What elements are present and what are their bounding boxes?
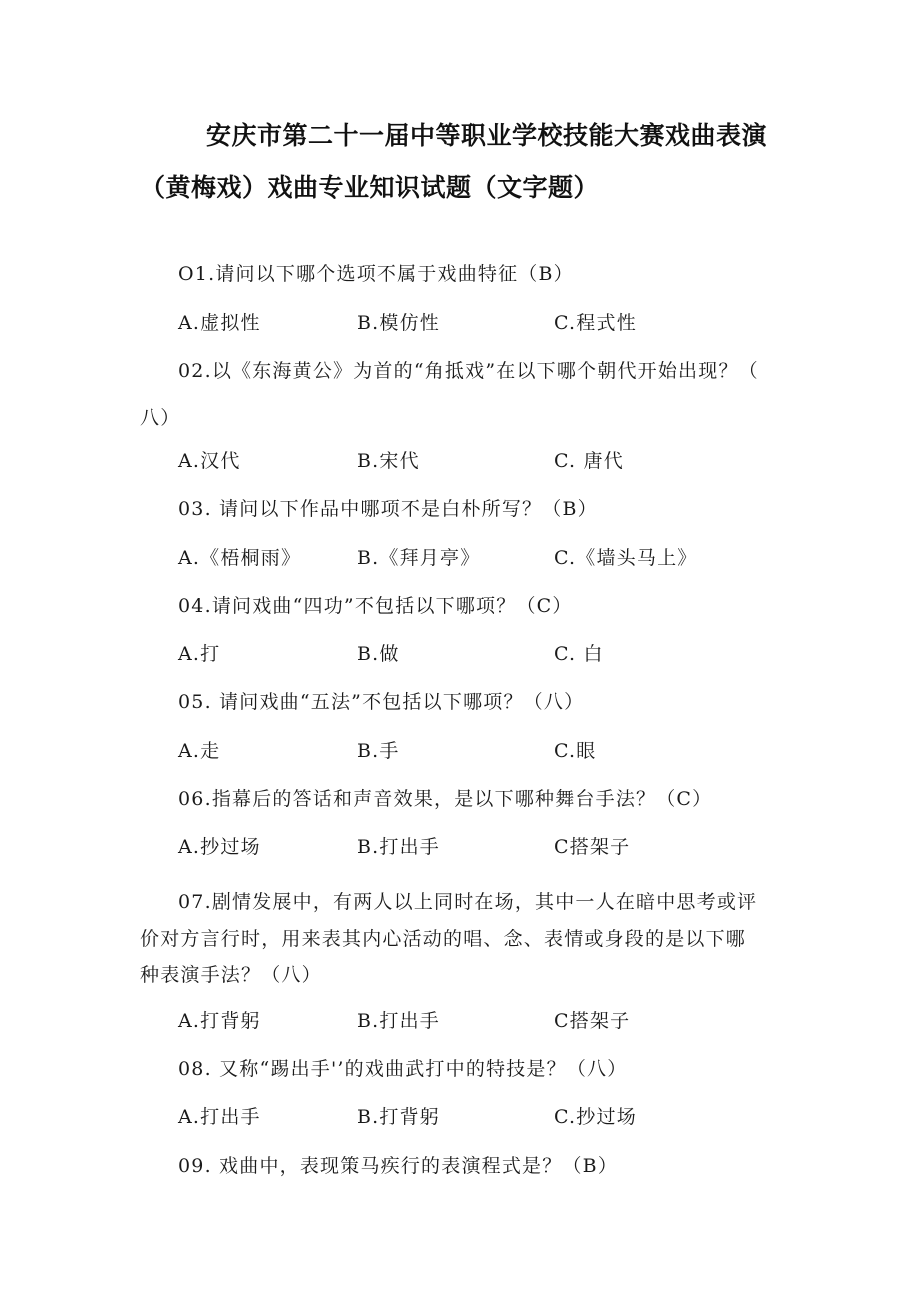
question-6-option-a: A.抄过场 <box>178 836 261 858</box>
question-7-continuation-1: 价对方言行时，用来表其内心活动的唱、念、表情或身段的是以下哪 <box>140 928 747 950</box>
question-5: 05. 请问戏曲“五法”不包括以下哪项？（八） <box>178 691 585 713</box>
question-6-option-c: C搭架子 <box>554 836 631 858</box>
question-2-continuation: 八） <box>140 407 181 429</box>
question-8-option-b: B.打背躬 <box>357 1106 441 1128</box>
question-7-option-a: A.打背躬 <box>178 1010 261 1032</box>
question-3-option-b: B.《拜月亭》 <box>357 547 481 569</box>
question-7-option-b: B.打出手 <box>357 1010 441 1032</box>
document-title-line-1: 安庆市第二十一届中等职业学校技能大赛戏曲表演 <box>206 121 768 150</box>
question-6: 06.指幕后的答话和声音效果，是以下哪种舞台手法？（C） <box>178 788 713 810</box>
question-8-option-a: A.打出手 <box>178 1106 261 1128</box>
question-2-option-a: A.汉代 <box>178 450 241 472</box>
document-title-line-2: （黄梅戏）戏曲专业知识试题（文字题） <box>140 173 600 202</box>
question-1-option-b: B.模仿性 <box>357 312 441 334</box>
question-3-option-c: C.《墙头马上》 <box>554 547 698 569</box>
question-4-option-b: B.做 <box>357 643 400 665</box>
question-3: 03. 请问以下作品中哪项不是白朴所写？（B） <box>178 498 598 520</box>
question-1-option-c: C.程式性 <box>554 312 637 334</box>
question-2-option-b: B.宋代 <box>357 450 420 472</box>
question-1-option-a: A.虚拟性 <box>178 312 261 334</box>
question-7-continuation-2: 种表演手法？（八） <box>140 964 322 986</box>
question-9: 09. 戏曲中，表现策马疾行的表演程式是？（B） <box>178 1155 619 1177</box>
question-7-option-c: C搭架子 <box>554 1010 631 1032</box>
question-5-option-c: C.眼 <box>554 740 597 762</box>
question-4: 04.请问戏曲“四功”不包括以下哪项？（C） <box>178 595 573 617</box>
question-7: 07.剧情发展中，有两人以上同时在场，其中一人在暗中思考或评 <box>178 891 758 913</box>
question-4-option-c: C. 白 <box>554 643 604 665</box>
question-5-option-b: B.手 <box>357 740 400 762</box>
question-8: 08. 又称“踢出手'’的戏曲武打中的特技是？（八） <box>178 1058 628 1080</box>
question-2: 02.以《东海黄公》为首的“角抵戏”在以下哪个朝代开始出现？（ <box>178 360 759 382</box>
question-1: O1.请问以下哪个选项不属于戏曲特征（B） <box>178 263 574 285</box>
question-6-option-b: B.打出手 <box>357 836 441 858</box>
question-4-option-a: A.打 <box>178 643 221 665</box>
question-5-option-a: A.走 <box>178 740 221 762</box>
question-8-option-c: C.抄过场 <box>554 1106 637 1128</box>
question-3-option-a: A.《梧桐雨》 <box>178 547 302 569</box>
question-2-option-c: C. 唐代 <box>554 450 624 472</box>
